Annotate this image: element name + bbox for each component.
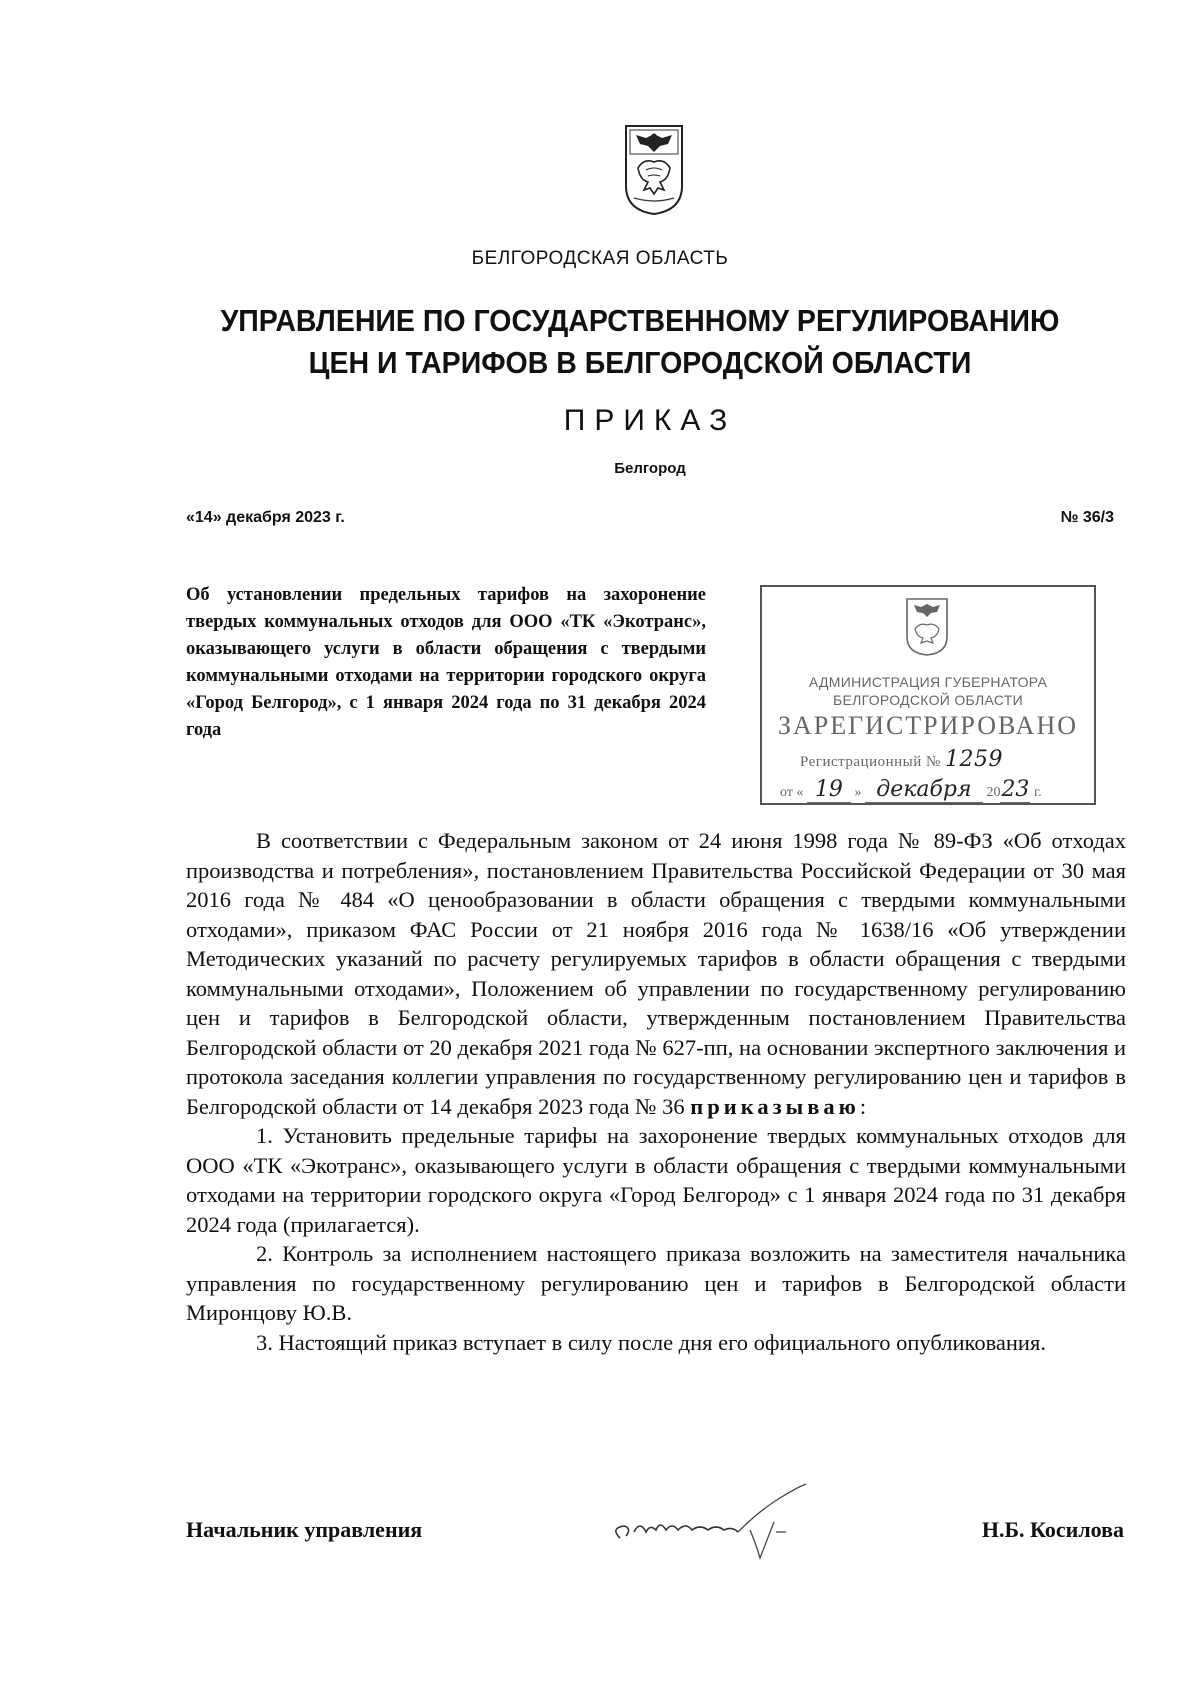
body-order-word: приказываю — [690, 1093, 860, 1119]
stamp-registration-line — [800, 747, 1003, 772]
body-item-2: 2. Контроль за исполнением настоящего приказа возложить на заместителя начальника управления по государственному регулированию цен и тарифов в Белгородской области Миронцову Ю.В. — [186, 1241, 1126, 1325]
agency-name-line2: ЦЕН И ТАРИФОВ В БЕЛГОРОДСКОЙ ОБЛАСТИ — [308, 345, 972, 380]
agency-name-line1: УПРАВЛЕНИЕ ПО ГОСУДАРСТВЕННОМУ РЕГУЛИРОВАНИЮ — [220, 303, 1060, 338]
stamp-date-line — [780, 777, 1090, 803]
body-item-1: 1. Установить предельные тарифы на захоронение твердых коммунальных отходов для ООО «ТК «Экотранс», оказывающего услуги в области обращения с твердыми коммунальными отходами на территории городского округа «Город Белгород» с 1 января 2024 года по 31 декабря 2024 года (прилагается). — [186, 1123, 1126, 1237]
stamp-day: 19 — [807, 777, 851, 803]
stamp-coat-of-arms-icon — [905, 597, 949, 657]
stamp-org-line2: БЕЛГОРОДСКОЙ ОБЛАСТИ — [833, 692, 1023, 708]
signatory-role: Начальник управления — [186, 1517, 423, 1542]
document-type: ПРИКАЗ — [563, 404, 737, 437]
body-order-colon: : — [859, 1093, 867, 1119]
stamp-month: декабря — [865, 777, 983, 803]
document-subject: Об установлении предельных тарифов на захоронение твердых коммунальных отходов для ООО «ТК «Экотранс», оказывающего услуги в области обращения с твердыми коммунальными отходами на территории городского округа «Город Белгород», с 1 января 2024 года по 31 декабря 2024 года — [186, 585, 706, 740]
stamp-year-suffix: 23 — [1001, 777, 1030, 802]
document-city: Белгород — [614, 460, 686, 477]
body-intro-text: В соответствии с Федеральным законом от 24 июня 1998 года № 89-ФЗ «Об отходах производства и потребления», постановлением Правительства Российской Федерации от 30 мая 2016 года № 484 «О ценообразовании в области обращения с твердыми коммунальными отходами», приказом ФАС России от 21 ноября 2016 года № 1638/16 «Об утверждении Методических указаний по расчету регулируемых тарифов в области обращения с твердыми коммунальными отходами», Положением об управлении по государственному регулированию цен и тарифов в Белгородской области, утвержденным постановлением Правительства Белгородской области от 20 декабря 2021 года № 627-пп, на основании экспертного заключения и протокола заседания коллегии управления по государственному регулированию цен и тарифов в Белгородской области от 14 декабря 2023 года № 36 — [186, 828, 1126, 1119]
document-date: «14» декабря 2023 г. — [186, 509, 345, 526]
stamp-reg-label: Регистрационный № — [800, 754, 941, 770]
handwritten-signature-icon — [600, 1470, 820, 1565]
stamp-organization — [762, 673, 1094, 709]
registration-stamp — [760, 585, 1096, 805]
coat-of-arms-icon — [624, 124, 684, 216]
agency-name — [198, 300, 1081, 384]
region-title: БЕЛГОРОДСКАЯ ОБЛАСТЬ — [471, 248, 729, 269]
document-number: № 36/3 — [1060, 509, 1114, 526]
stamp-date-prefix: от « — [780, 785, 804, 800]
stamp-year-prefix: 20 — [986, 785, 1001, 800]
body-intro — [186, 826, 1126, 1121]
document-body — [186, 826, 1126, 1357]
body-item-3: 3. Настоящий приказ вступает в силу после дня его официального опубликования. — [256, 1329, 1046, 1355]
stamp-date-mid: » — [854, 785, 862, 800]
stamp-reg-number: 1259 — [945, 747, 1004, 772]
signatory-name: Н.Б. Косилова — [981, 1517, 1124, 1542]
stamp-year-end: г. — [1033, 785, 1042, 800]
stamp-status: ЗАРЕГИСТРИРОВАНО — [778, 711, 1078, 740]
stamp-org-line1: АДМИНИСТРАЦИЯ ГУБЕРНАТОРА — [808, 674, 1048, 690]
